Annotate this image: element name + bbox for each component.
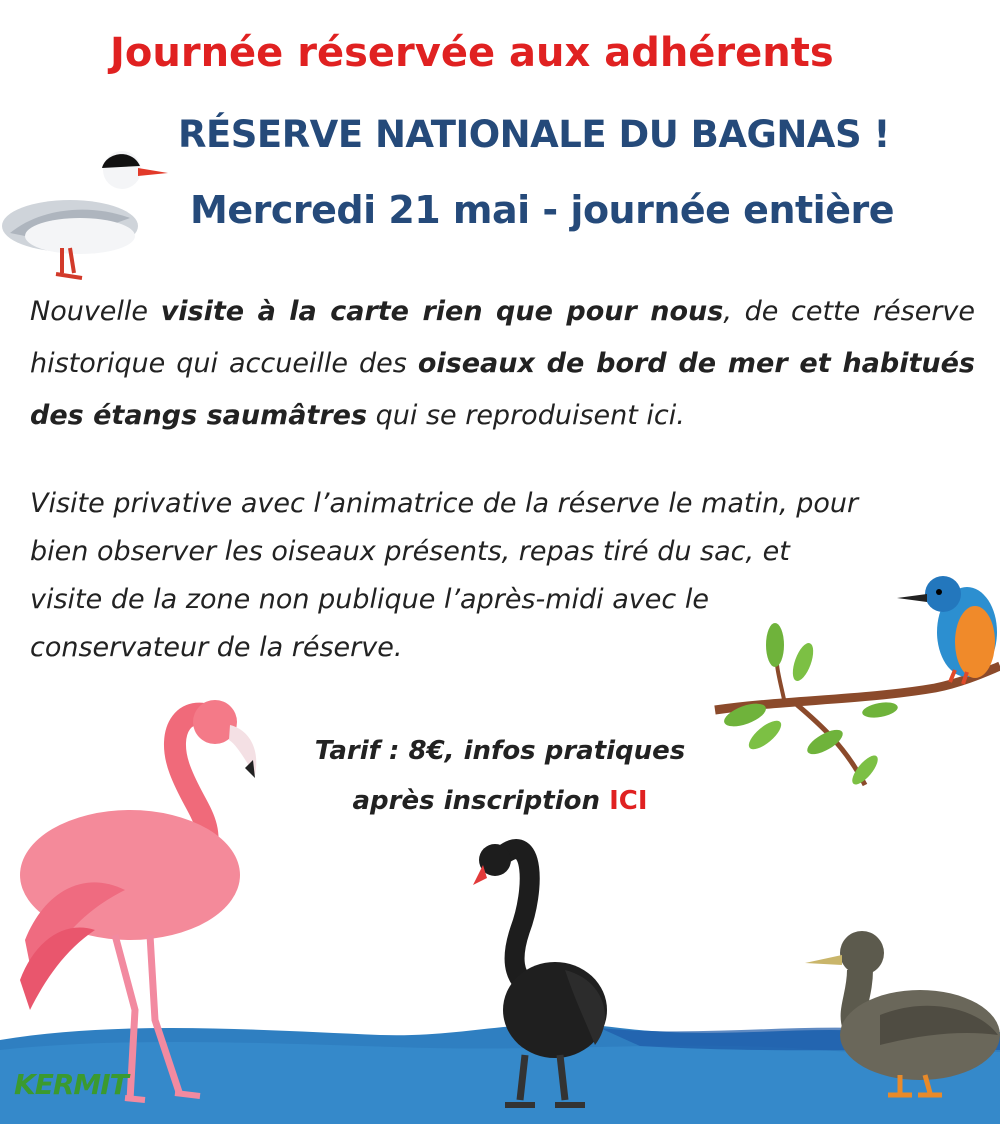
pricing-line-1: Tarif : 8€, infos pratiques <box>314 736 686 766</box>
details-paragraph <box>30 480 980 672</box>
pricing-line-2 <box>270 776 730 826</box>
intro-bold-2: oiseaux de bord de mer et habitués des étangs saumâtres <box>30 348 975 431</box>
event-date: Mercredi 21 mai - journée entière <box>190 188 894 232</box>
reserve-title: RÉSERVE NATIONALE DU BAGNAS ! <box>178 113 890 156</box>
tern-illustration <box>0 148 175 293</box>
intro-paragraph <box>30 286 975 442</box>
pricing-info <box>270 726 730 826</box>
details-line: visite de la zone non publique l’après-midi avec le <box>30 584 709 615</box>
pricing-line-2-text: après inscription <box>352 786 610 816</box>
intro-text-2: , de cette réserve historique qui accueille des <box>30 296 975 379</box>
intro-text-1: Nouvelle <box>30 296 161 327</box>
members-day-heading: Journée réservée aux adhérents <box>110 30 834 76</box>
flamingo-illustration <box>5 690 275 1110</box>
intro-bold-1: visite à la carte rien que pour nous <box>160 296 724 327</box>
kermit-logo-text: KERMIT <box>14 1068 128 1101</box>
details-line: bien observer les oiseaux présents, repas tiré du sac, et <box>30 536 790 567</box>
kermit-logo <box>14 1068 128 1101</box>
details-line: Visite privative avec l’animatrice de la réserve le matin, pour <box>30 488 859 519</box>
details-line: conservateur de la réserve. <box>30 632 403 663</box>
black-swan-illustration <box>465 830 615 1115</box>
registration-link[interactable]: ICI <box>609 786 648 816</box>
duck-illustration <box>800 925 1000 1105</box>
intro-text-3: qui se reproduisent ici. <box>367 400 685 431</box>
